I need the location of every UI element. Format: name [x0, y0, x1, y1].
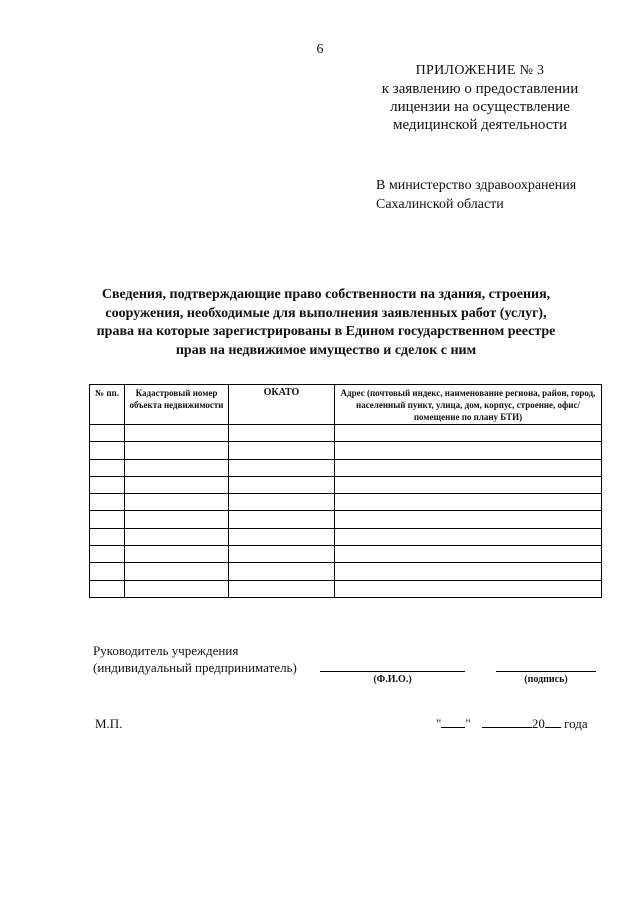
cell-cadastral-number[interactable]: [125, 476, 229, 493]
cell-cadastral-number[interactable]: [125, 494, 229, 511]
year-blank[interactable]: [545, 716, 561, 728]
cell-address[interactable]: [335, 442, 602, 459]
signature-label-line: Руководитель учреждения: [93, 643, 239, 658]
recipient-line: В министерство здравоохранения: [376, 178, 577, 193]
fio-caption: (Ф.И.О.): [373, 674, 412, 685]
recipient-block: [376, 176, 576, 214]
document-title: [70, 286, 582, 360]
title-line: Сведения, подтверждающие право собственности на здания, строения,: [101, 287, 551, 302]
table-row: [90, 459, 602, 476]
cell-okato[interactable]: [229, 442, 335, 459]
appendix-line: лицензии на осуществление: [390, 99, 570, 115]
date-quote-open: ": [436, 716, 442, 731]
cell-number[interactable]: [90, 528, 125, 545]
cell-number[interactable]: [90, 580, 125, 597]
day-blank[interactable]: [441, 716, 465, 728]
table-row: [90, 476, 602, 493]
cell-okato[interactable]: [229, 563, 335, 580]
date-field: [436, 716, 588, 732]
signature-caption: (подпись): [524, 674, 568, 685]
signature-line[interactable]: [496, 671, 596, 672]
fio-line[interactable]: [320, 671, 465, 672]
year-prefix: 20: [531, 716, 545, 731]
cell-okato[interactable]: [229, 476, 335, 493]
cell-number[interactable]: [90, 459, 125, 476]
date-suffix: года: [564, 716, 588, 731]
cell-okato[interactable]: [229, 580, 335, 597]
cell-okato[interactable]: [229, 511, 335, 528]
cell-address[interactable]: [335, 580, 602, 597]
table-row: [90, 580, 602, 597]
header-okato: ОКАТО: [229, 385, 335, 425]
date-quote-close: ": [465, 716, 471, 731]
appendix-line: к заявлению о предоставлении: [381, 81, 579, 97]
cell-number[interactable]: [90, 563, 125, 580]
cell-address[interactable]: [335, 563, 602, 580]
appendix-line: медицинской деятельности: [392, 117, 568, 133]
cell-address[interactable]: [335, 511, 602, 528]
title-line: права на которые зарегистрированы в Едином государственном реестре: [96, 324, 556, 339]
cell-number[interactable]: [90, 425, 125, 442]
cell-address[interactable]: [335, 459, 602, 476]
cell-okato[interactable]: [229, 494, 335, 511]
property-table: [89, 384, 602, 598]
cell-cadastral-number[interactable]: [125, 459, 229, 476]
table-row: [90, 442, 602, 459]
table-row: [90, 563, 602, 580]
cell-okato[interactable]: [229, 425, 335, 442]
header-number: № пп.: [90, 385, 125, 425]
header-cadastral-number: Кадастровый номер объекта недвижимости: [125, 385, 229, 425]
cell-address[interactable]: [335, 494, 602, 511]
header-address: Адрес (почтовый индекс, наименование региона, район, город, населенный пункт, улица, дом, корпус, строение, офис/помещение по плану БТИ): [335, 385, 602, 425]
signature-label: [93, 642, 297, 676]
cell-number[interactable]: [90, 494, 125, 511]
cell-number[interactable]: [90, 476, 125, 493]
cell-cadastral-number[interactable]: [125, 563, 229, 580]
cell-okato[interactable]: [229, 528, 335, 545]
cell-cadastral-number[interactable]: [125, 528, 229, 545]
table-row: [90, 546, 602, 563]
cell-cadastral-number[interactable]: [125, 442, 229, 459]
table-row: [90, 511, 602, 528]
cell-okato[interactable]: [229, 546, 335, 563]
signature-label-line: (индивидуальный предприниматель): [93, 660, 297, 675]
cell-address[interactable]: [335, 425, 602, 442]
cell-okato[interactable]: [229, 459, 335, 476]
table-row: [90, 528, 602, 545]
cell-number[interactable]: [90, 546, 125, 563]
month-blank[interactable]: [482, 716, 532, 728]
recipient-line: Сахалинской области: [376, 197, 504, 212]
title-line: прав на недвижимое имущество и сделок с ним: [175, 342, 477, 358]
cell-number[interactable]: [90, 442, 125, 459]
appendix-header: [360, 62, 600, 134]
cell-address[interactable]: [335, 546, 602, 563]
cell-cadastral-number[interactable]: [125, 580, 229, 597]
table-body: [90, 425, 602, 598]
stamp-label: М.П.: [95, 716, 123, 731]
title-line: сооружения, необходимые для выполнения заявленных работ (услуг),: [105, 305, 547, 321]
cell-cadastral-number[interactable]: [125, 546, 229, 563]
table-row: [90, 425, 602, 442]
page-number: 6: [316, 42, 324, 57]
appendix-title: ПРИЛОЖЕНИЕ № 3: [415, 63, 545, 78]
cell-address[interactable]: [335, 476, 602, 493]
table-row: [90, 494, 602, 511]
cell-cadastral-number[interactable]: [125, 425, 229, 442]
cell-address[interactable]: [335, 528, 602, 545]
cell-number[interactable]: [90, 511, 125, 528]
cell-cadastral-number[interactable]: [125, 511, 229, 528]
